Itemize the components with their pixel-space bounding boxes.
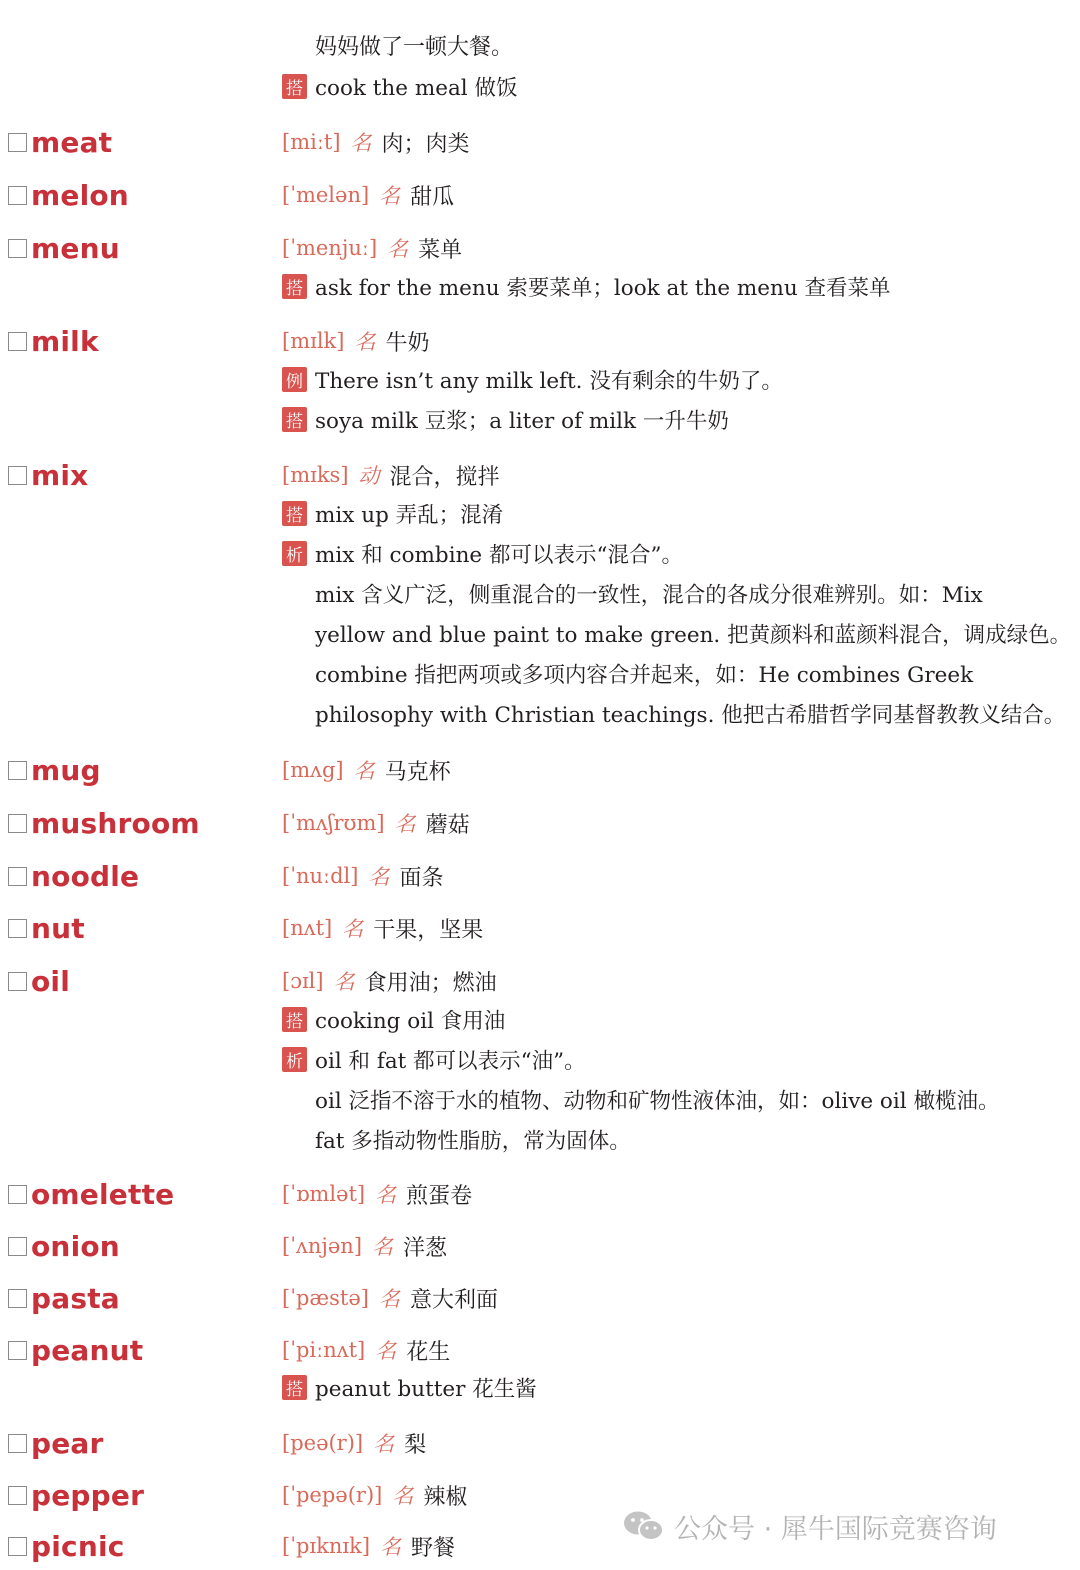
phonetic: [ˈpepə(r)] — [282, 1483, 383, 1507]
definition-line — [282, 1424, 426, 1462]
headword: menu — [31, 231, 120, 265]
collocation-tag: 搭 — [282, 274, 307, 299]
headword: mug — [31, 753, 101, 787]
checkbox[interactable] — [8, 867, 27, 886]
definition-line — [282, 1227, 447, 1265]
part-of-speech: 名 — [333, 970, 355, 994]
headword: mix — [31, 458, 89, 492]
analysis-text: oil 泛指不溶于水的植物、动物和矿物性液体油，如：olive oil 橄榄油。 — [315, 1088, 1000, 1114]
phonetic: [mɪlk] — [282, 329, 345, 353]
phonetic: [ˈɒmlət] — [282, 1182, 366, 1206]
phrase-line: 搭 mix up 弄乱；混淆 — [282, 494, 503, 532]
vocab-item-melon — [8, 175, 129, 215]
definition-line — [282, 1175, 472, 1213]
phonetic: [miːt] — [282, 130, 341, 154]
definition-line — [282, 1331, 450, 1369]
part-of-speech: 名 — [342, 917, 364, 941]
example-tag: 例 — [282, 367, 307, 392]
definition-line — [282, 176, 454, 214]
definition-line — [282, 123, 470, 161]
meaning: 混合，搅拌 — [389, 464, 500, 490]
analysis-text: fat 多指动物性脂肪，常为固体。 — [315, 1128, 631, 1154]
collocation-tag: 搭 — [282, 1007, 307, 1032]
definition-line — [282, 229, 462, 267]
example-line: 例 There isn’t any milk left. 没有剩余的牛奶了。 — [282, 360, 783, 398]
phonetic: [ˈpiːnʌt] — [282, 1338, 366, 1362]
headword: noodle — [31, 859, 140, 893]
definition-line — [282, 751, 451, 789]
vocab-item-mushroom — [8, 803, 200, 843]
vocab-item-menu — [8, 228, 120, 268]
part-of-speech: 名 — [368, 865, 390, 889]
headword: milk — [31, 324, 99, 358]
part-of-speech: 名 — [375, 1339, 397, 1363]
checkbox[interactable] — [8, 814, 27, 833]
meaning: 肉；肉类 — [381, 131, 470, 157]
headword: pasta — [31, 1281, 120, 1315]
phonetic: [mʌg] — [282, 758, 344, 782]
vocab-item-meat — [8, 122, 112, 162]
part-of-speech: 名 — [350, 131, 372, 155]
headword: oil — [31, 964, 71, 998]
collocation-tag: 搭 — [282, 74, 307, 99]
phonetic: [ˈʌnjən] — [282, 1234, 363, 1258]
checkbox[interactable] — [8, 1289, 27, 1308]
definition-line — [282, 1476, 467, 1514]
vocab-item-peanut — [8, 1330, 143, 1370]
checkbox[interactable] — [8, 466, 27, 485]
meaning: 干果，坚果 — [373, 917, 484, 943]
analysis-line: 析 mix 和 combine 都可以表示“混合”。 — [282, 534, 683, 572]
headword: melon — [31, 178, 129, 212]
watermark-text: 公众号 · 犀牛国际竞赛咨询 — [674, 1513, 997, 1545]
meaning: 甜瓜 — [410, 184, 455, 210]
checkbox[interactable] — [8, 186, 27, 205]
analysis-tag: 析 — [282, 1047, 307, 1072]
meaning: 意大利面 — [409, 1287, 498, 1313]
headword: picnic — [31, 1529, 125, 1563]
phonetic: [ˈmenjuː] — [282, 236, 378, 260]
checkbox[interactable] — [8, 972, 27, 991]
headword: pear — [31, 1426, 104, 1460]
definition-line — [282, 804, 470, 842]
part-of-speech: 名 — [392, 1484, 414, 1508]
part-of-speech: 名 — [394, 812, 416, 836]
phonetic: [ˈmʌʃrʊm] — [282, 811, 385, 835]
headword: omelette — [31, 1177, 175, 1211]
meaning: 蘑菇 — [425, 812, 470, 838]
phonetic: [ˈpɪknɪk] — [282, 1534, 371, 1558]
phrase-line: 搭 cooking oil 食用油 — [282, 1000, 505, 1038]
part-of-speech: 名 — [372, 1235, 394, 1259]
part-of-speech: 名 — [373, 1432, 395, 1456]
part-of-speech: 动 — [358, 464, 380, 488]
checkbox[interactable] — [8, 1434, 27, 1453]
phonetic: [ˈnuːdl] — [282, 864, 359, 888]
definition-line — [282, 322, 429, 360]
part-of-speech: 名 — [375, 1183, 397, 1207]
vocab-item-milk — [8, 321, 99, 361]
analysis-text: yellow and blue paint to make green. 把黄颜料和蓝颜料混合，调成绿色。 — [315, 622, 1072, 648]
meaning: 煎蛋卷 — [406, 1183, 473, 1209]
vocab-item-mug — [8, 750, 101, 790]
checkbox[interactable] — [8, 761, 27, 780]
definition-line — [282, 1279, 498, 1317]
vocab-item-pepper — [8, 1475, 144, 1515]
part-of-speech: 名 — [353, 759, 375, 783]
meaning: 食用油；燃油 — [364, 970, 497, 996]
collocation-tag: 搭 — [282, 407, 307, 432]
headword: meat — [31, 125, 113, 159]
checkbox[interactable] — [8, 919, 27, 938]
phonetic: [nʌt] — [282, 916, 333, 940]
checkbox[interactable] — [8, 239, 27, 258]
definition-line — [282, 909, 483, 947]
checkbox[interactable] — [8, 1341, 27, 1360]
checkbox[interactable] — [8, 332, 27, 351]
checkbox[interactable] — [8, 1185, 27, 1204]
example-sentence: 妈妈做了一顿大餐。 — [315, 34, 514, 60]
collocation-tag: 搭 — [282, 501, 307, 526]
definition-line — [282, 456, 500, 494]
part-of-speech: 名 — [387, 237, 409, 261]
definition-line — [282, 962, 497, 1000]
checkbox[interactable] — [8, 1537, 27, 1556]
phonetic: [ɔɪl] — [282, 969, 324, 993]
checkbox[interactable] — [8, 1486, 27, 1505]
headword: onion — [31, 1229, 120, 1263]
phrase-line: 搭 soya milk 豆浆；a liter of milk 一升牛奶 — [282, 400, 729, 438]
checkbox[interactable] — [8, 133, 27, 152]
meaning: 洋葱 — [403, 1235, 448, 1261]
vocab-item-pasta — [8, 1278, 120, 1318]
analysis-text: philosophy with Christian teachings. 他把古希腊哲学同基督教教义结合。 — [315, 702, 1066, 728]
wechat-icon — [622, 1509, 666, 1543]
part-of-speech: 名 — [380, 1535, 402, 1559]
vocab-item-oil — [8, 961, 70, 1001]
analysis-tag: 析 — [282, 541, 307, 566]
collocation-tag: 搭 — [282, 1375, 307, 1400]
watermark — [622, 1504, 997, 1548]
definition-line — [282, 1527, 455, 1565]
vocab-item-mix — [8, 455, 88, 495]
phrase-line: 搭 peanut butter 花生酱 — [282, 1368, 537, 1406]
meaning: 辣椒 — [423, 1484, 468, 1510]
meaning: 菜单 — [418, 237, 463, 263]
meaning: 面条 — [399, 865, 444, 891]
meaning: 牛奶 — [385, 330, 430, 356]
vocab-item-nut — [8, 908, 85, 948]
headword: mushroom — [31, 806, 200, 840]
phrase-line: 搭 ask for the menu 索要菜单；look at the menu 查看菜单 — [282, 267, 891, 305]
definition-line — [282, 857, 443, 895]
part-of-speech: 名 — [378, 1287, 400, 1311]
analysis-text: mix 含义广泛，侧重混合的一致性，混合的各成分很难辨别。如：Mix — [315, 582, 983, 608]
analysis-line: 析 oil 和 fat 都可以表示“油”。 — [282, 1040, 586, 1078]
analysis-text: combine 指把两项或多项内容合并起来，如：He combines Greek — [315, 662, 974, 688]
headword: pepper — [31, 1478, 145, 1512]
vocab-item-pear — [8, 1423, 104, 1463]
checkbox[interactable] — [8, 1237, 27, 1256]
part-of-speech: 名 — [354, 330, 376, 354]
vocab-item-onion — [8, 1226, 120, 1266]
phonetic: [ˈmelən] — [282, 183, 370, 207]
phonetic: [peə(r)] — [282, 1431, 364, 1455]
vocab-item-picnic — [8, 1526, 125, 1566]
phonetic: [ˈpæstə] — [282, 1286, 369, 1310]
meaning: 梨 — [404, 1432, 427, 1458]
headword: peanut — [31, 1333, 144, 1367]
meaning: 马克杯 — [384, 759, 451, 785]
phonetic: [mɪks] — [282, 463, 349, 487]
meaning: 野餐 — [411, 1535, 456, 1561]
vocab-item-noodle — [8, 856, 139, 896]
phrase-line: 搭 cook the meal 做饭 — [282, 67, 517, 105]
vocab-item-omelette — [8, 1174, 174, 1214]
headword: nut — [31, 911, 85, 945]
part-of-speech: 名 — [379, 184, 401, 208]
meaning: 花生 — [406, 1339, 451, 1365]
